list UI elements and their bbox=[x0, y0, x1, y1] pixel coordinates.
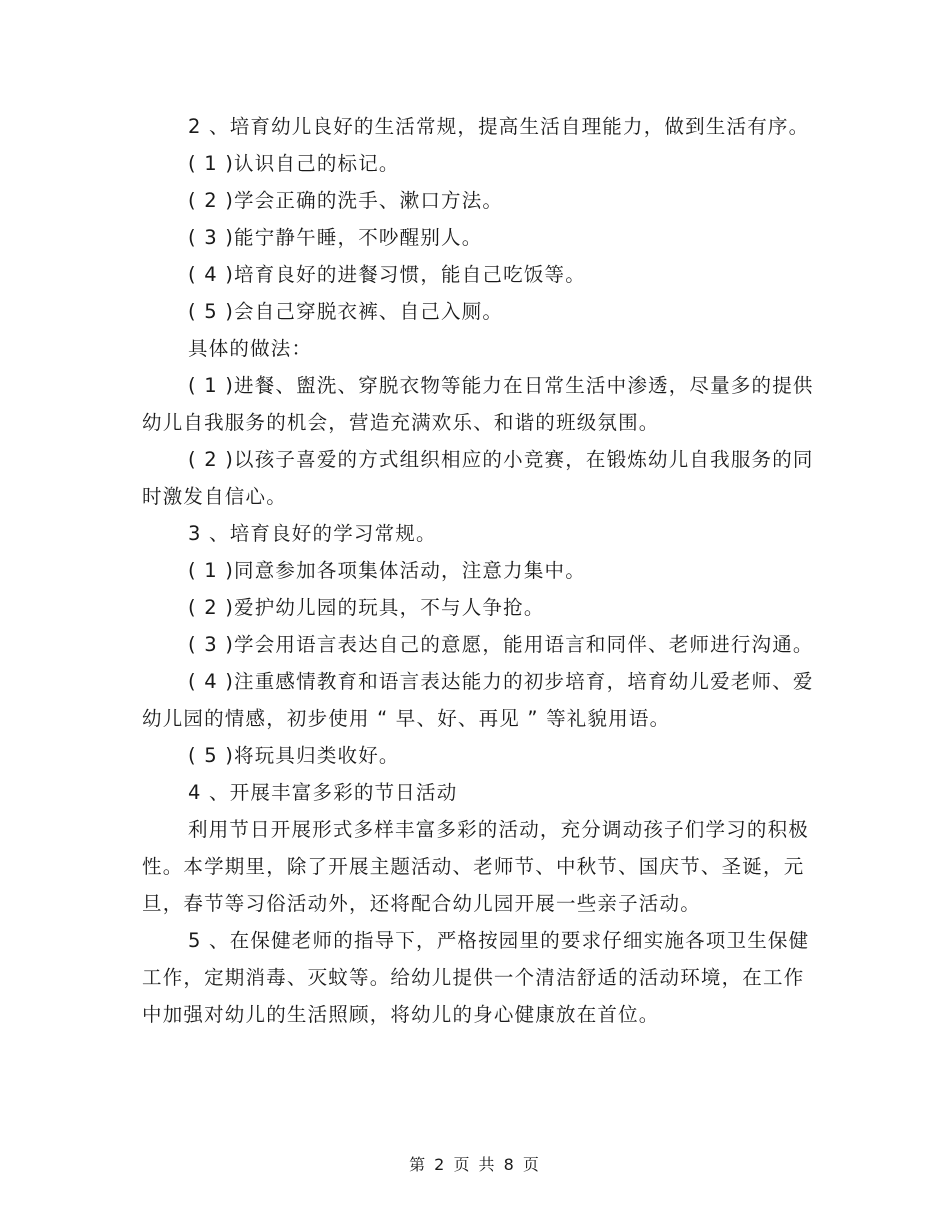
list-item: ( 1 )进餐、盥洗、穿脱衣物等能力在日常生活中渗透，尽量多的提供幼儿自我服务的机会，营造充满欢乐、和谐的班级氛围。 bbox=[142, 374, 814, 434]
paragraph-life-routine: 2 、培育幼儿良好的生活常规，提高生活自理能力，做到生活有序。 bbox=[188, 115, 810, 138]
list-item: ( 2 )学会正确的洗手、漱口方法。 bbox=[188, 189, 504, 212]
paragraph-methods-heading: 具体的做法： bbox=[188, 337, 313, 360]
paragraph-festival-details: 利用节日开展形式多样丰富多彩的活动，充分调动孩子们学习的积极性。本学期里，除了开展主题活动、老师节、中秋节、国庆节、圣诞，元旦，春节等习俗活动外，还将配合幼儿园开展一些亲子活动。 bbox=[142, 818, 810, 915]
list-item: ( 2 )以孩子喜爱的方式组织相应的小竞赛，在锻炼幼儿自我服务的同时激发自信心。 bbox=[142, 448, 814, 508]
list-item: ( 3 )能宁静午睡，不吵醒别人。 bbox=[188, 226, 483, 249]
paragraph-study-routine: 3 、培育良好的学习常规。 bbox=[188, 522, 437, 545]
paragraph-festival-activities: 4 、开展丰富多彩的节日活动 bbox=[188, 781, 458, 804]
page-number-footer: 第 2 页 共 8 页 bbox=[409, 1155, 541, 1174]
list-item: ( 3 )学会用语言表达自己的意愿，能用语言和同伴、老师进行沟通。 bbox=[188, 633, 814, 656]
list-item: ( 5 )将玩具归类收好。 bbox=[188, 744, 400, 767]
list-item: ( 1 )同意参加各项集体活动，注意力集中。 bbox=[188, 559, 586, 582]
list-item: ( 4 )注重感情教育和语言表达能力的初步培育，培育幼儿爱老师、爱幼儿园的情感，初步使用 “ 早、好、再见 ” 等礼貌用语。 bbox=[142, 670, 814, 730]
list-item: ( 1 )认识自己的标记。 bbox=[188, 152, 400, 175]
list-item: ( 5 )会自己穿脱衣裤、自己入厕。 bbox=[188, 300, 504, 323]
document-body bbox=[142, 108, 822, 1033]
paragraph-health-care: 5 、在保健老师的指导下，严格按园里的要求仔细实施各项卫生保健工作，定期消毒、灭蚊等。给幼儿提供一个清洁舒适的活动环境，在工作中加强对幼儿的生活照顾，将幼儿的身心健康放在首位。 bbox=[142, 929, 810, 1026]
list-item: ( 4 )培育良好的进餐习惯，能自己吃饭等。 bbox=[188, 263, 586, 286]
list-item: ( 2 )爱护幼儿园的玩具，不与人争抢。 bbox=[188, 596, 545, 619]
